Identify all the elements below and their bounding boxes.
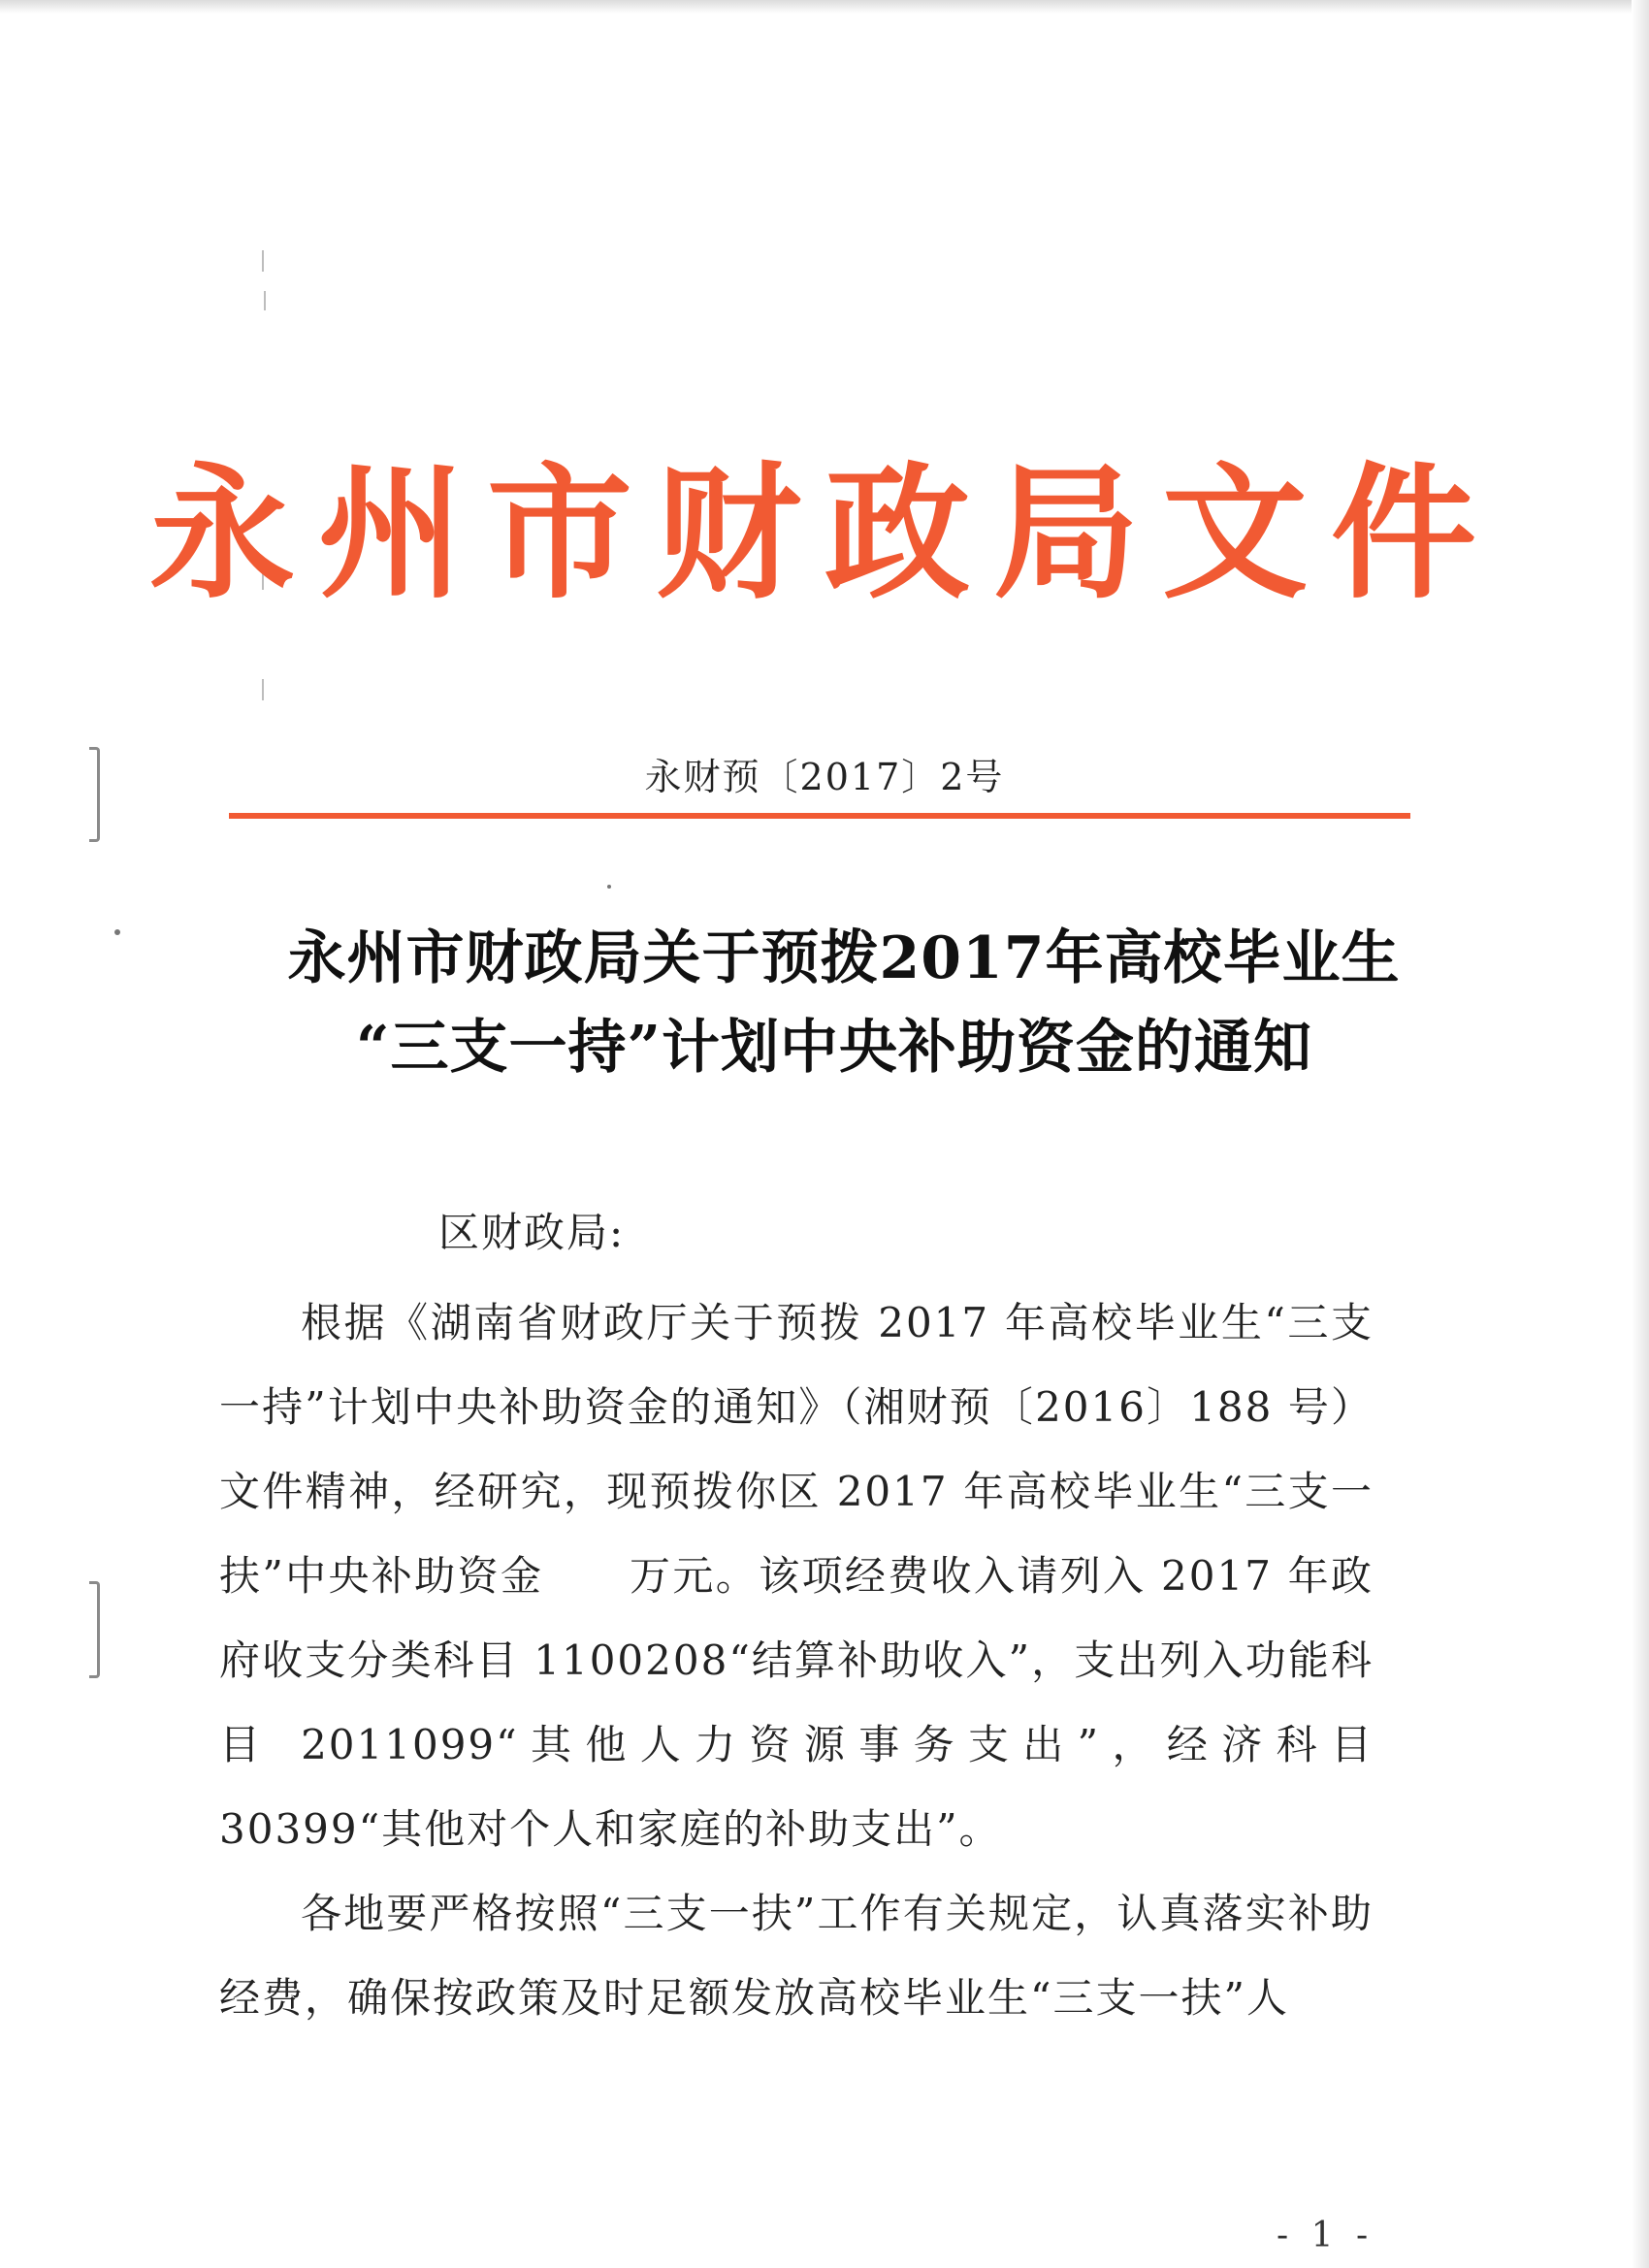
page-number: - 1 - (1277, 2216, 1374, 2255)
body-text (219, 1280, 1374, 2040)
scan-speck (607, 885, 611, 889)
scan-edge-top (0, 0, 1649, 14)
scan-tick (262, 250, 264, 272)
scan-edge-right (1632, 0, 1649, 2268)
scan-tick (262, 679, 264, 700)
scan-tick (264, 291, 266, 310)
red-divider-line (229, 813, 1410, 819)
body-paragraph-1: 根据《湖南省财政厅关于预拨 2017 年高校毕业生“三支一持”计划中央补助资金的通知》（湘财预〔2016〕188 号）文件精神，经研究，现预拨你区 2017 年高校毕业生“三支一扶”中央补助资金 万元。该项经费收入请列入 2017 年政府收支分类科目 1100208“结算补助收入”，支出列入功能科目 2011099“其他人力资源事务支出”，经济科目 30399“其他对个人和家庭的补助支出”。 (219, 1299, 1374, 1853)
staple-mark-bottom (89, 1581, 100, 1678)
body-paragraph-2: 各地要严格按照“三支一扶”工作有关规定，认真落实补助经费，确保按政策及时足额发放高校毕业生“三支一扶”人 (219, 1890, 1374, 2022)
issuer-title: 永州市财政局文件 (148, 448, 1500, 619)
notice-title-line-2: “三支一持”计划中央补助资金的通知 (355, 1014, 1313, 1082)
document-number: 永财预〔2017〕2号 (644, 756, 1005, 798)
notice-title-line-1: 永州市财政局关于预拨2017年高校毕业生 (287, 924, 1401, 992)
salutation: 区财政局: (438, 1209, 626, 1256)
